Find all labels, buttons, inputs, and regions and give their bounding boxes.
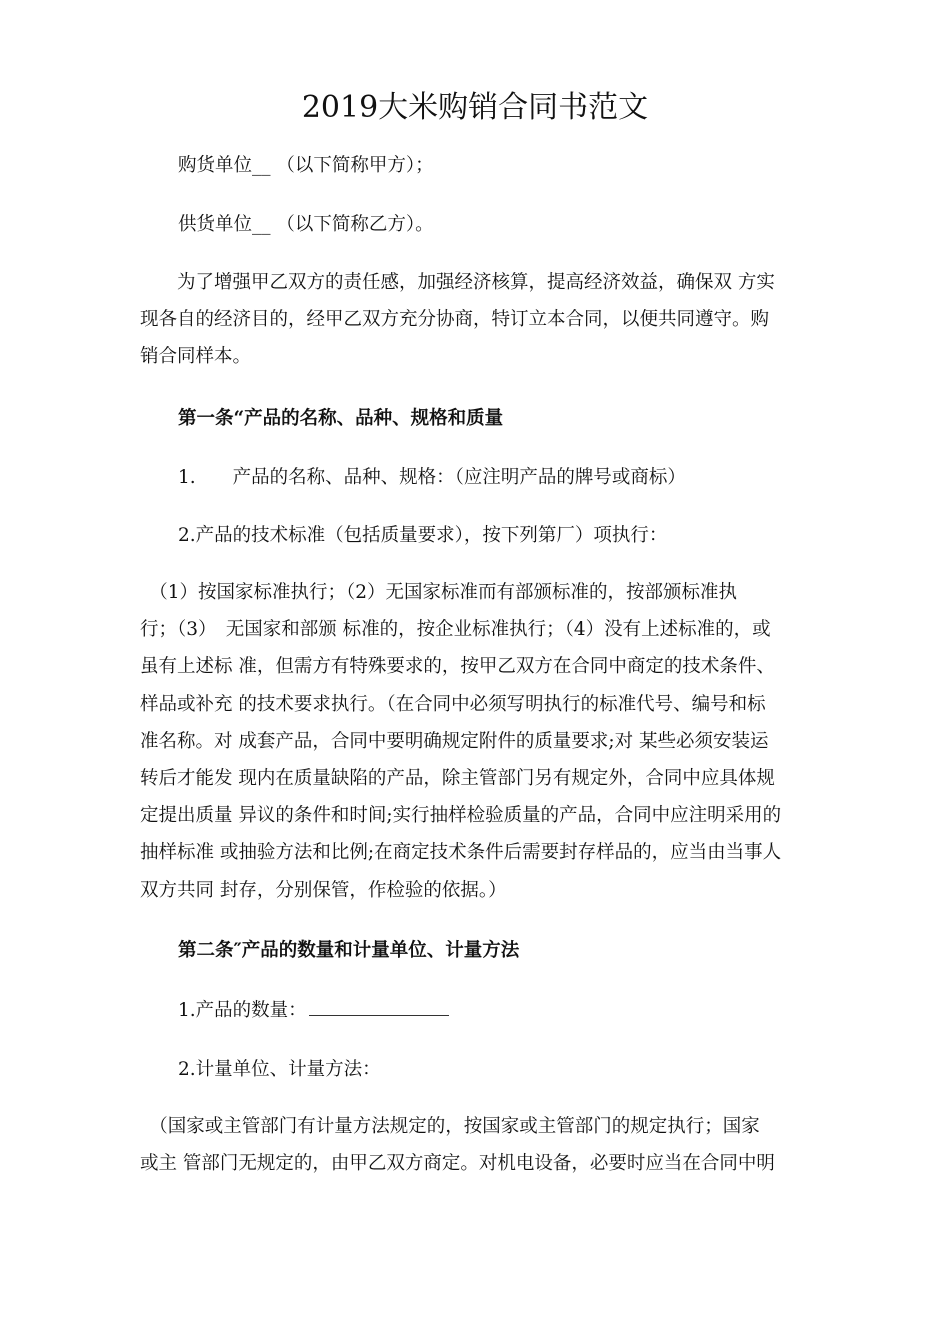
note-line: 或主 管部门无规定的，由甲乙双方商定。对机电设备，必要时应当在合同中明 — [140, 1153, 775, 1175]
standards-line: 抽样标准 或抽验方法和比例;在商定技术条件后需要封存样品的，应当由当事人 — [140, 842, 782, 864]
standards-line: 双方共同 封存，分别保管，作检验的依据。） — [140, 879, 507, 901]
article2-item1 — [178, 997, 868, 1025]
standards-line: （1）按国家标准执行；（2）无国家标准而有部颁标准的，按部颁标准执 — [140, 582, 738, 603]
note-line: （国家或主管部门有计量方法规定的，按国家或主管部门的规定执行；国家 — [140, 1116, 760, 1137]
intro-paragraph — [140, 264, 812, 376]
article2-note-paragraph — [140, 1108, 812, 1182]
intro-line: 现各自的经济目的，经甲乙双方充分协商，特订立本合同，以便共同遵守。购 — [140, 309, 770, 331]
seller-line: 供货单位__ （以下简称乙方）。 — [178, 214, 434, 235]
article2-item2: 2.计量单位、计量方法： — [178, 1059, 381, 1080]
intro-line: 为了增强甲乙双方的责任感，加强经济核算，提高经济效益，确保双 方实 — [140, 272, 775, 293]
article2-item1-label: 1.产品的数量： — [178, 1000, 307, 1021]
document-title: 2019大米购销合同书范文 — [301, 90, 649, 125]
intro-line: 销合同样本。 — [140, 346, 252, 368]
article1-item1: 1. 产品的名称、品种、规格：（应注明产品的牌号或商标） — [178, 467, 686, 488]
standards-line: 准名称。对 成套产品，合同中要明确规定附件的质量要求;对 某些必须安装运 — [140, 730, 769, 752]
buyer-line: 购货单位__ （以下简称甲方）； — [178, 155, 434, 176]
standards-line: 定提出质量 异议的条件和时间;实行抽样检验质量的产品，合同中应注明采用的 — [140, 805, 782, 827]
standards-line: 虽有上述标 准，但需方有特殊要求的，按甲乙双方在合同中商定的技术条件、 — [140, 656, 775, 678]
article1-standards-paragraph — [140, 574, 812, 909]
article1-heading: 第一条“产品的名称、品种、规格和质量 — [178, 408, 504, 429]
quantity-blank — [309, 997, 449, 1016]
standards-line: 样品或补充 的技术要求执行。（在合同中必须写明执行的标准代号、编号和标 — [140, 693, 766, 715]
standards-line: 行；（3） 无国家和部颁 标准的，按企业标准执行；（4）没有上述标准的，或 — [140, 619, 771, 641]
article1-item2: 2.产品的技术标准（包括质量要求），按下列第厂）项执行： — [178, 525, 668, 546]
article2-heading: 第二条″产品的数量和计量单位、计量方法 — [178, 940, 520, 961]
standards-line: 转后才能发 现内在质量缺陷的产品，除主管部门另有规定外，合同中应具体规 — [140, 768, 775, 790]
